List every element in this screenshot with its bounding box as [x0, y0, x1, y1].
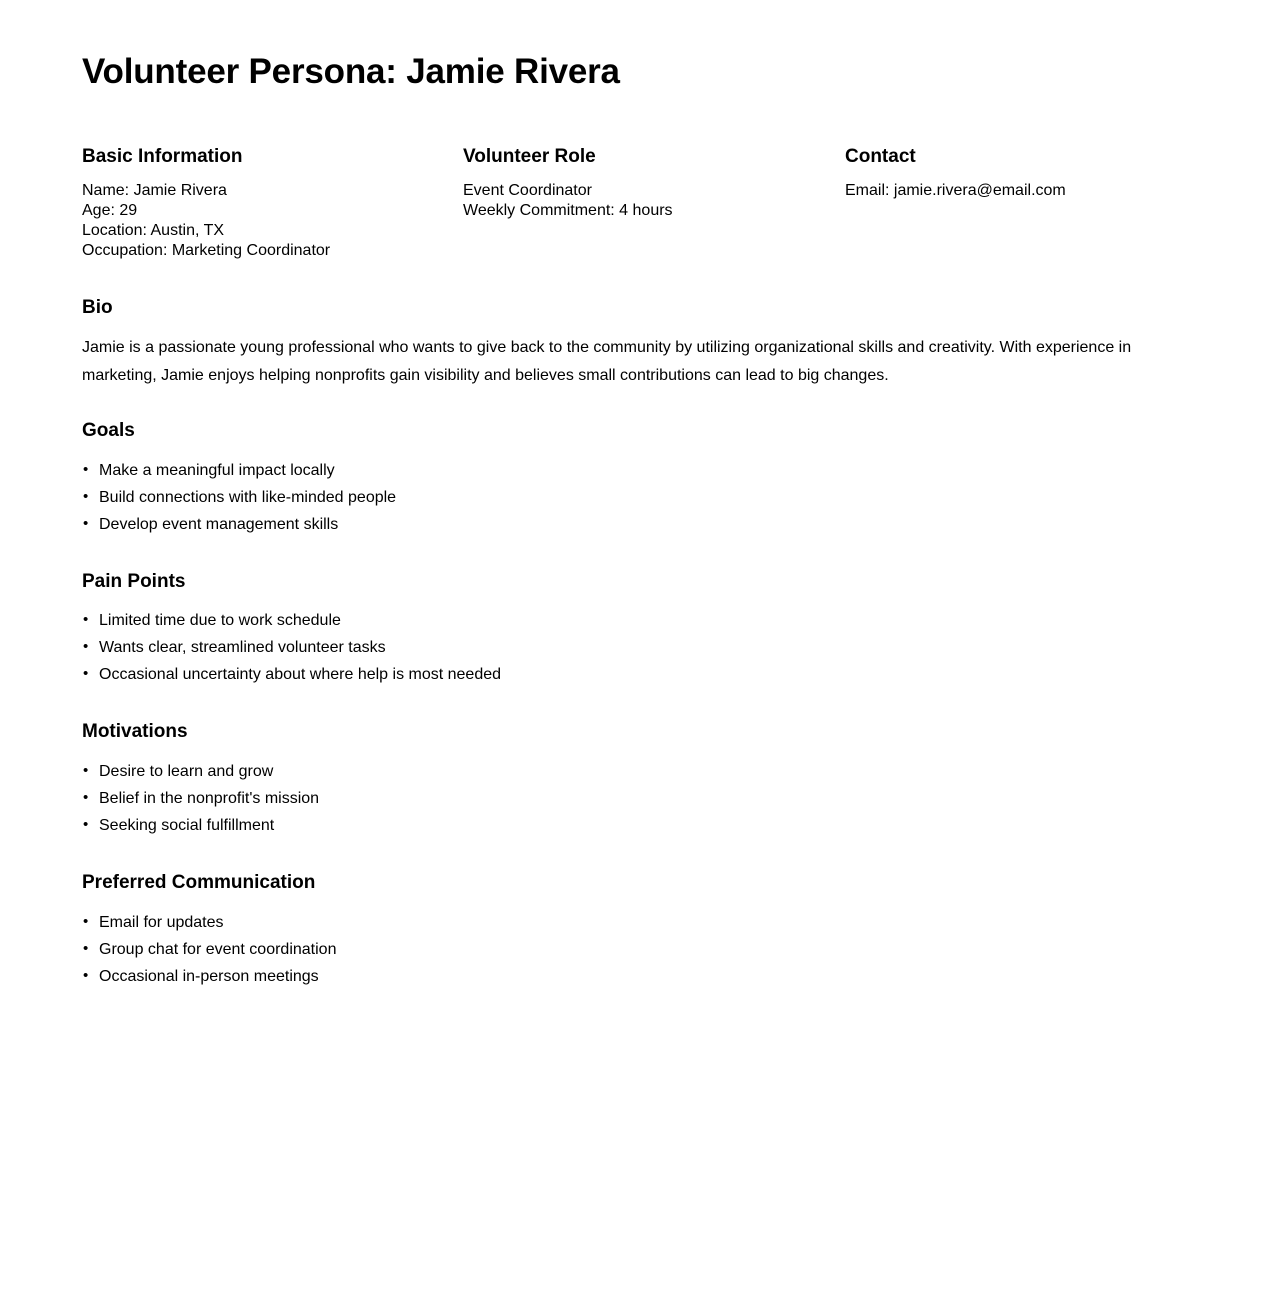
- bio-heading: Bio: [82, 297, 113, 319]
- preferred-communication-section: [82, 872, 1198, 987]
- goals-section: [82, 420, 1198, 535]
- volunteer-role-heading: Volunteer Role: [463, 146, 596, 168]
- list-item: • Desire to learn and grow: [82, 762, 1198, 782]
- volunteer-role-column: [463, 146, 845, 261]
- basic-information-age: Age: 29: [82, 202, 138, 220]
- list-item: • Develop event management skills: [82, 515, 1198, 535]
- basic-information-location: Location: Austin, TX: [82, 222, 225, 240]
- list-item: • Occasional in-person meetings: [82, 967, 1198, 987]
- list-item: • Limited time due to work schedule: [82, 611, 1198, 631]
- basic-information-occupation: Occupation: Marketing Coordinator: [82, 242, 331, 260]
- motivations-list: [82, 762, 1198, 836]
- list-item: • Group chat for event coordination: [82, 940, 1198, 960]
- goals-heading: Goals: [82, 419, 135, 441]
- contact-column: [845, 146, 1198, 261]
- list-item: • Email for updates: [82, 913, 1198, 933]
- preferred-communication-heading: Preferred Communication: [82, 872, 316, 894]
- basic-information-name: Name: Jamie Rivera: [82, 182, 227, 200]
- volunteer-role-commitment: Weekly Commitment: 4 hours: [463, 202, 673, 220]
- bio-text: Jamie is a passionate young professional who wants to give back to the community by utilizing organizational skills and creativity. With experience in marketing, Jamie enjoys helping nonprofits gain visibility and believes small contributions can lead to big changes.: [82, 338, 1132, 384]
- list-item: • Seeking social fulfillment: [82, 816, 1198, 836]
- pain-points-list: [82, 611, 1198, 685]
- contact-email: Email: jamie.rivera@email.com: [845, 182, 1066, 200]
- pain-points-section: [82, 571, 1198, 686]
- list-item: • Build connections with like-minded people: [82, 488, 1198, 508]
- list-item: • Make a meaningful impact locally: [82, 461, 1198, 481]
- bio-section: [82, 297, 1198, 390]
- goals-list: [82, 461, 1198, 535]
- contact-heading: Contact: [845, 146, 916, 168]
- list-item: • Occasional uncertainty about where help is most needed: [82, 665, 1198, 685]
- volunteer-role-title: Event Coordinator: [463, 182, 592, 200]
- basic-information-heading: Basic Information: [82, 146, 243, 168]
- motivations-section: [82, 721, 1198, 836]
- list-item: • Wants clear, streamlined volunteer tasks: [82, 638, 1198, 658]
- motivations-heading: Motivations: [82, 721, 188, 743]
- page-title: Volunteer Persona: Jamie Rivera: [82, 52, 620, 91]
- preferred-communication-list: [82, 913, 1198, 987]
- persona-summary-grid: [82, 146, 1198, 261]
- list-item: • Belief in the nonprofit's mission: [82, 789, 1198, 809]
- pain-points-heading: Pain Points: [82, 570, 186, 592]
- basic-information-column: [82, 146, 463, 261]
